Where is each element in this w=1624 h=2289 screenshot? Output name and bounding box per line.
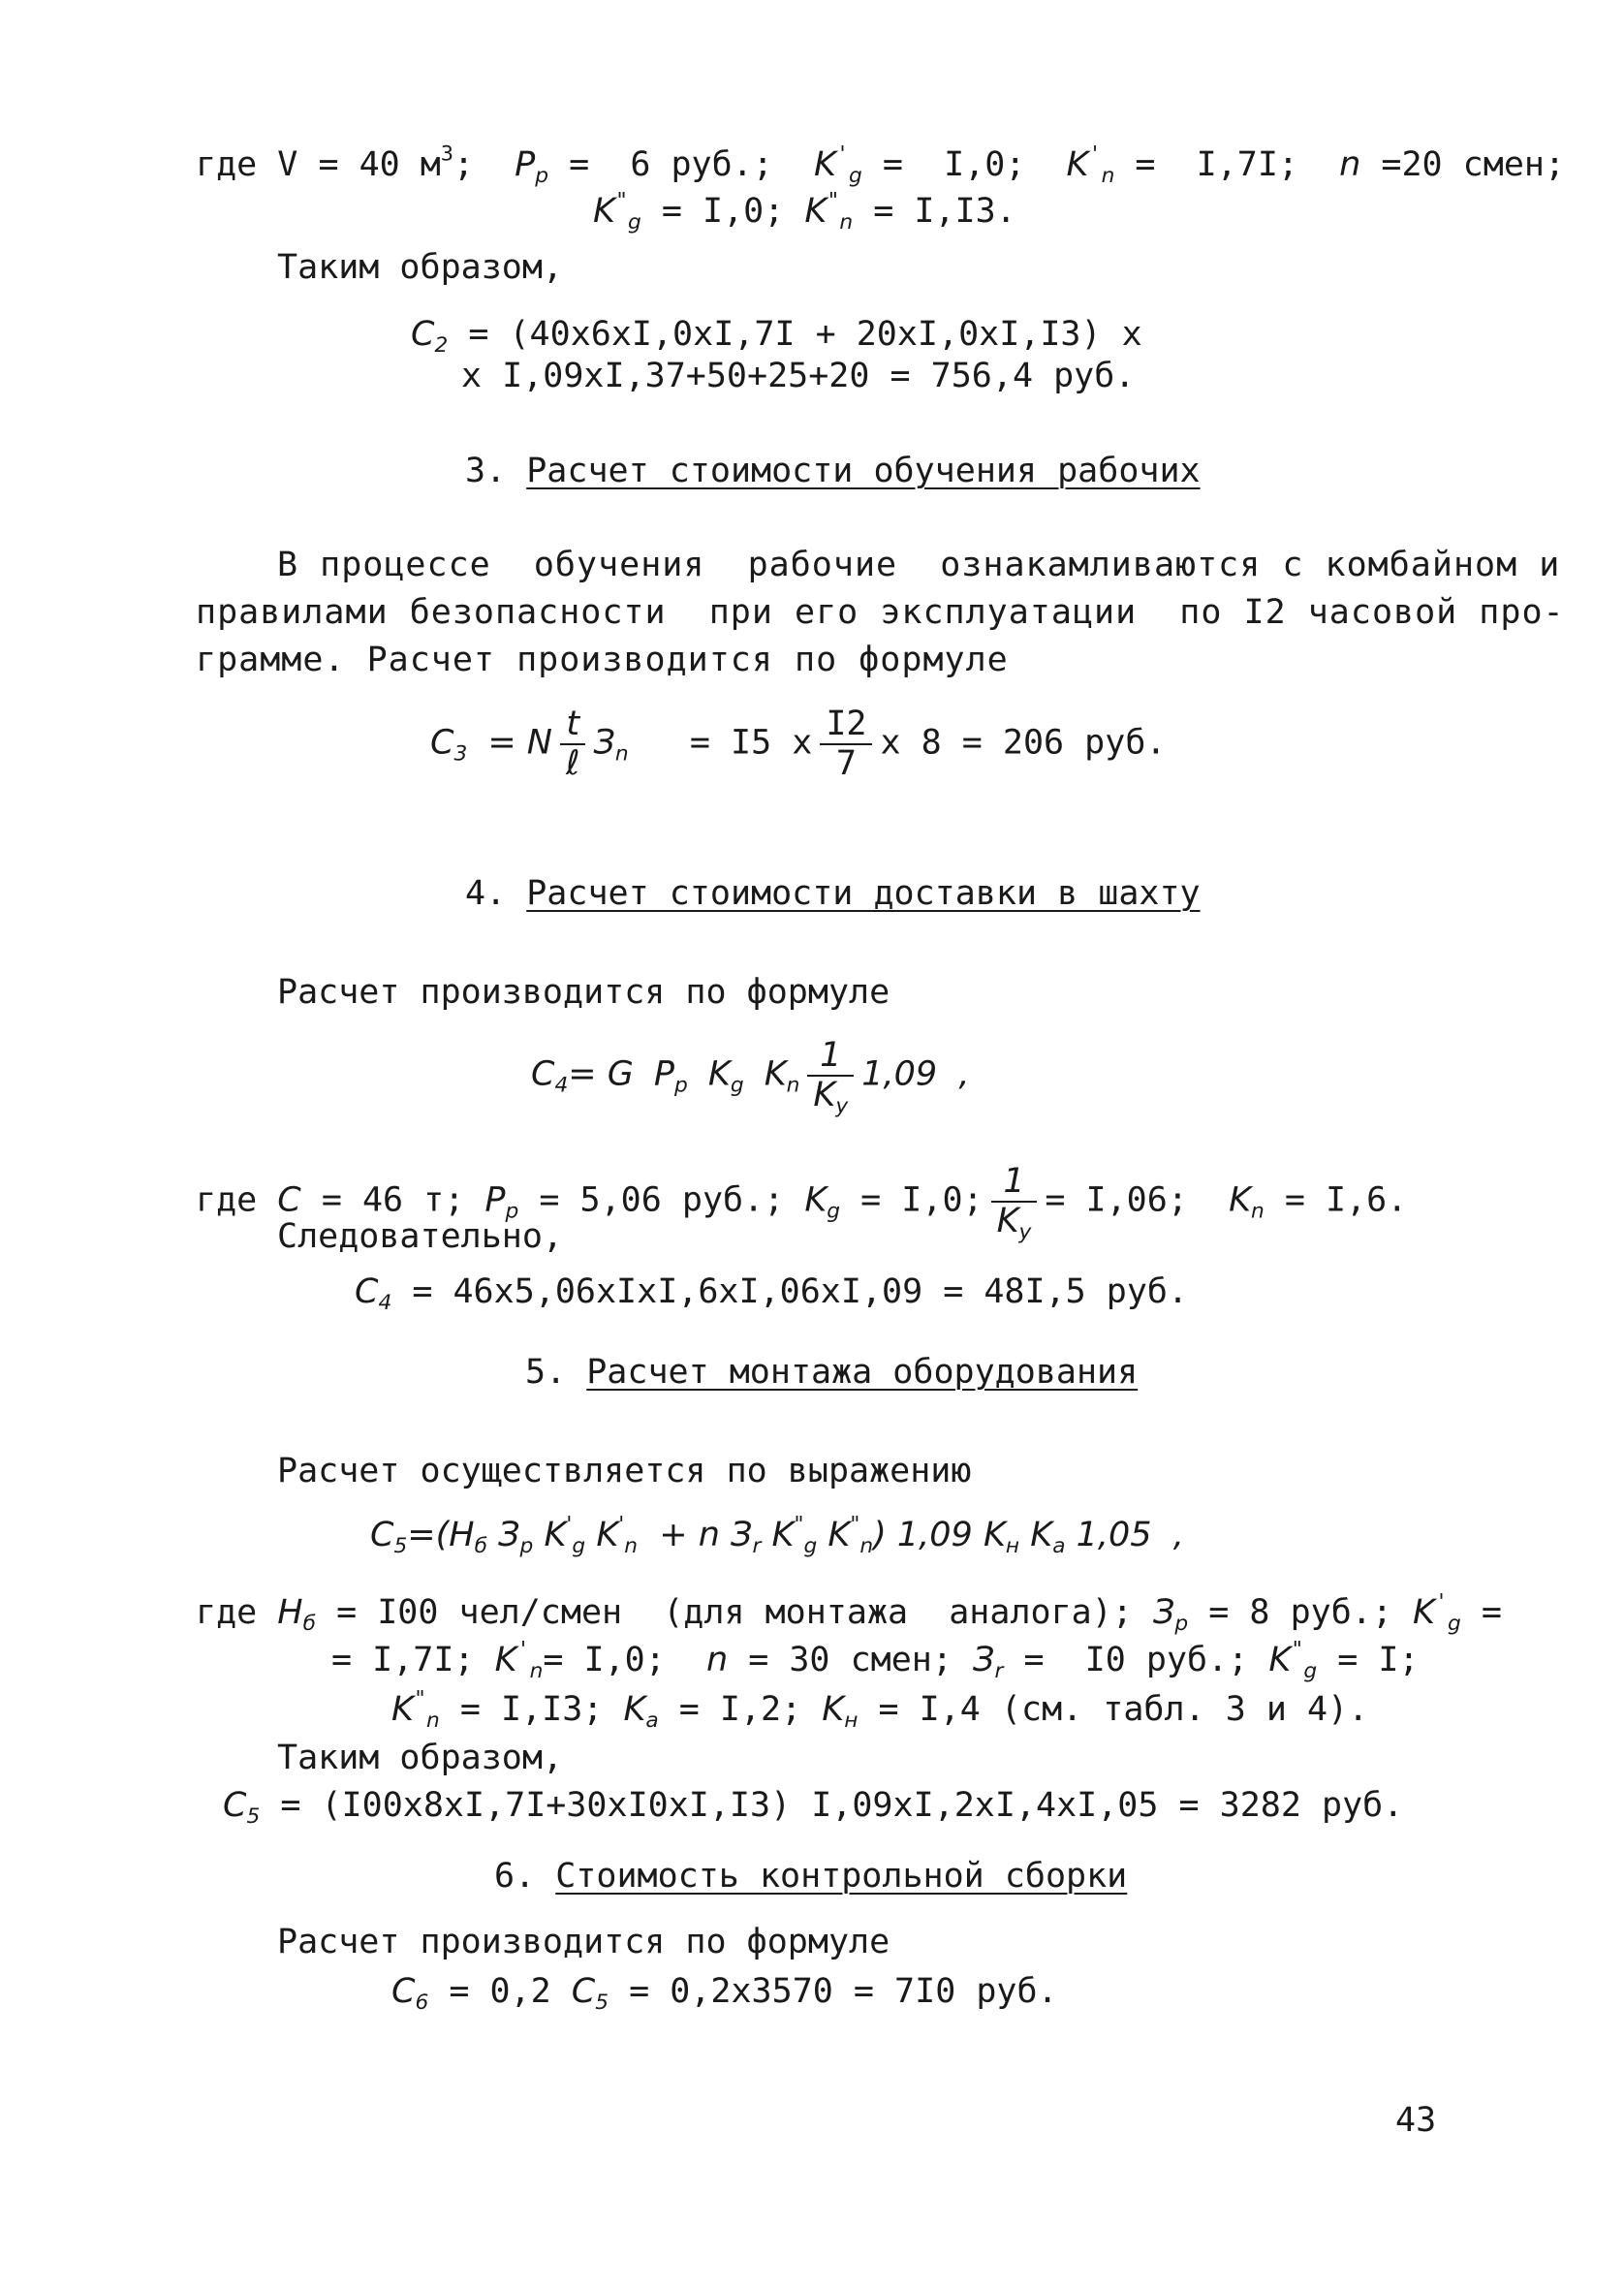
section-3-para-line-2: правилами безопасности при его эксплуатации по I2 часовой про-: [196, 593, 1565, 632]
section-3-title: Расчет стоимости обучения рабочих: [526, 452, 1201, 490]
p-symbol: P: [515, 145, 536, 184]
where-label: где: [196, 145, 258, 184]
kn1-value: = I,7I;: [1135, 145, 1298, 184]
section-4-title: Расчет стоимости доставки в шахту: [526, 874, 1201, 913]
c5-result: $C_5 = (I00х8хI,7I+30хI0хI,I3) I,09хI,2хI,4хI,05 = 3282$ руб.: [223, 1786, 1404, 1829]
c4-result: $C_4$ = 46х5,06хIхI,6хI,06хI,09 = 48I,5 руб.: [355, 1272, 1189, 1315]
thus-text-2: Таким образом,: [277, 1739, 564, 1777]
section-4-heading: 4. Расчет стоимости доставки в шахту: [465, 874, 1201, 913]
section-5-where-line-2: = I,7I; $K'_n= I,0$; n = 30 смен; $З_r = I0$ руб.; $K^"_g = I$;: [331, 1637, 1420, 1683]
section-5-intro: Расчет осуществляется по выражению: [277, 1452, 972, 1490]
kg1-symbol: K: [814, 145, 836, 184]
section-6-heading: 6. Стоимость контрольной сборки: [494, 1857, 1128, 1896]
v-value: V = 40 м: [277, 145, 441, 184]
v-exponent: 3: [440, 141, 453, 167]
c4-formula: $C_4= G$ $P_p$ $K_g$ $K_n$ $\frac{1}{K_y}$ 1,09 ,: [531, 1036, 970, 1118]
section-4-intro: Расчет производится по формуле: [277, 973, 890, 1012]
kg2-value: = I,0;: [661, 192, 785, 231]
c6-formula: $C_6 = 0,2$ $C_5 = 0,2х3570 = 7I0$ руб.: [391, 1972, 1058, 2015]
n-value: =20 смен;: [1381, 145, 1566, 184]
thus-text: Таким образом,: [277, 248, 564, 287]
section-5-title: Расчет монтажа оборудования: [586, 1353, 1139, 1392]
page-number: 43: [1395, 2101, 1437, 2140]
kg1-value: = I,0;: [882, 145, 1026, 184]
c2-formula-line-2: х I,09хI,37+50+25+20 = 756,4 руб.: [461, 357, 1136, 395]
consequently-text: Следовательно,: [277, 1217, 564, 1256]
section-5-where-line-3: $K^"_n = I,I3$; $K_a = I,2$; $K_н = I,4$ (см. табл. 3 и 4).: [391, 1686, 1369, 1733]
section-6-title: Стоимость контрольной сборки: [555, 1857, 1128, 1896]
c3-formula: $C_3 = N$ t ℓ $З_n$ = I5 х $\frac{I2}{7}$ х 8 = 206 руб.: [430, 705, 1167, 783]
one-over-ky-fraction: $\frac{1}{K_y}$: [807, 1037, 854, 1113]
section-3-heading: 3. Расчет стоимости обучения рабочих: [465, 452, 1201, 490]
section-3-para-line-3: грамме. Расчет производится по формуле: [196, 641, 1009, 679]
p-value: = 6 руб.;: [569, 145, 773, 184]
section-5-heading: 5. Расчет монтажа оборудования: [525, 1353, 1139, 1392]
12-over-7-fraction: $\frac{I2}{7}$: [820, 706, 872, 782]
eq2-where-line-2: $K^"_g = I,0$; $K^"_n = I,I3$.: [593, 188, 1016, 235]
n-symbol: n: [1339, 145, 1361, 184]
eq2-where-line: где V = 40 $м^3$; $P_p = 6$ руб.; $K'_g = I,0$; $K'_n = I,7I$; n =20 смен;: [196, 141, 1566, 188]
section-3-para-line-1: В процессе обучения рабочие ознакамливаются с комбайном и: [277, 546, 1561, 584]
c5-formula: $C_5=(H_б$ $З_p$ $K'_g$ $K'_n + n$ $З_r$ $K^"_g$ $K^"_n$) 1,09 $K_н$ $K_a$ 1,05 ,: [370, 1512, 1184, 1558]
kn2-value: = I,I3.: [873, 192, 1016, 231]
section-5-where-line-1: где $H_б = I00$ чел/смен (для монтажа аналога); $З_p = 8$ руб.; $K'_g$ =: [196, 1589, 1502, 1636]
one-over-ky-fraction-2: $\frac{1}{K_y}$: [991, 1163, 1038, 1239]
section-4-where-line: где C = 46 т; $P_p = 5,06$ руб.; $K_g = I,0$; $\frac{1}{K_y}$ = I,06; $K_n = I,6$.: [196, 1162, 1408, 1244]
section-6-intro: Расчет производится по формуле: [277, 1923, 890, 1961]
t-over-l-fraction: t ℓ: [560, 706, 585, 782]
c2-formula-line-1: $C_2 = (40х6хI,0хI,7I + 20хI,0хI,I3)$ х: [411, 315, 1142, 358]
kn1-symbol: K: [1066, 145, 1089, 184]
